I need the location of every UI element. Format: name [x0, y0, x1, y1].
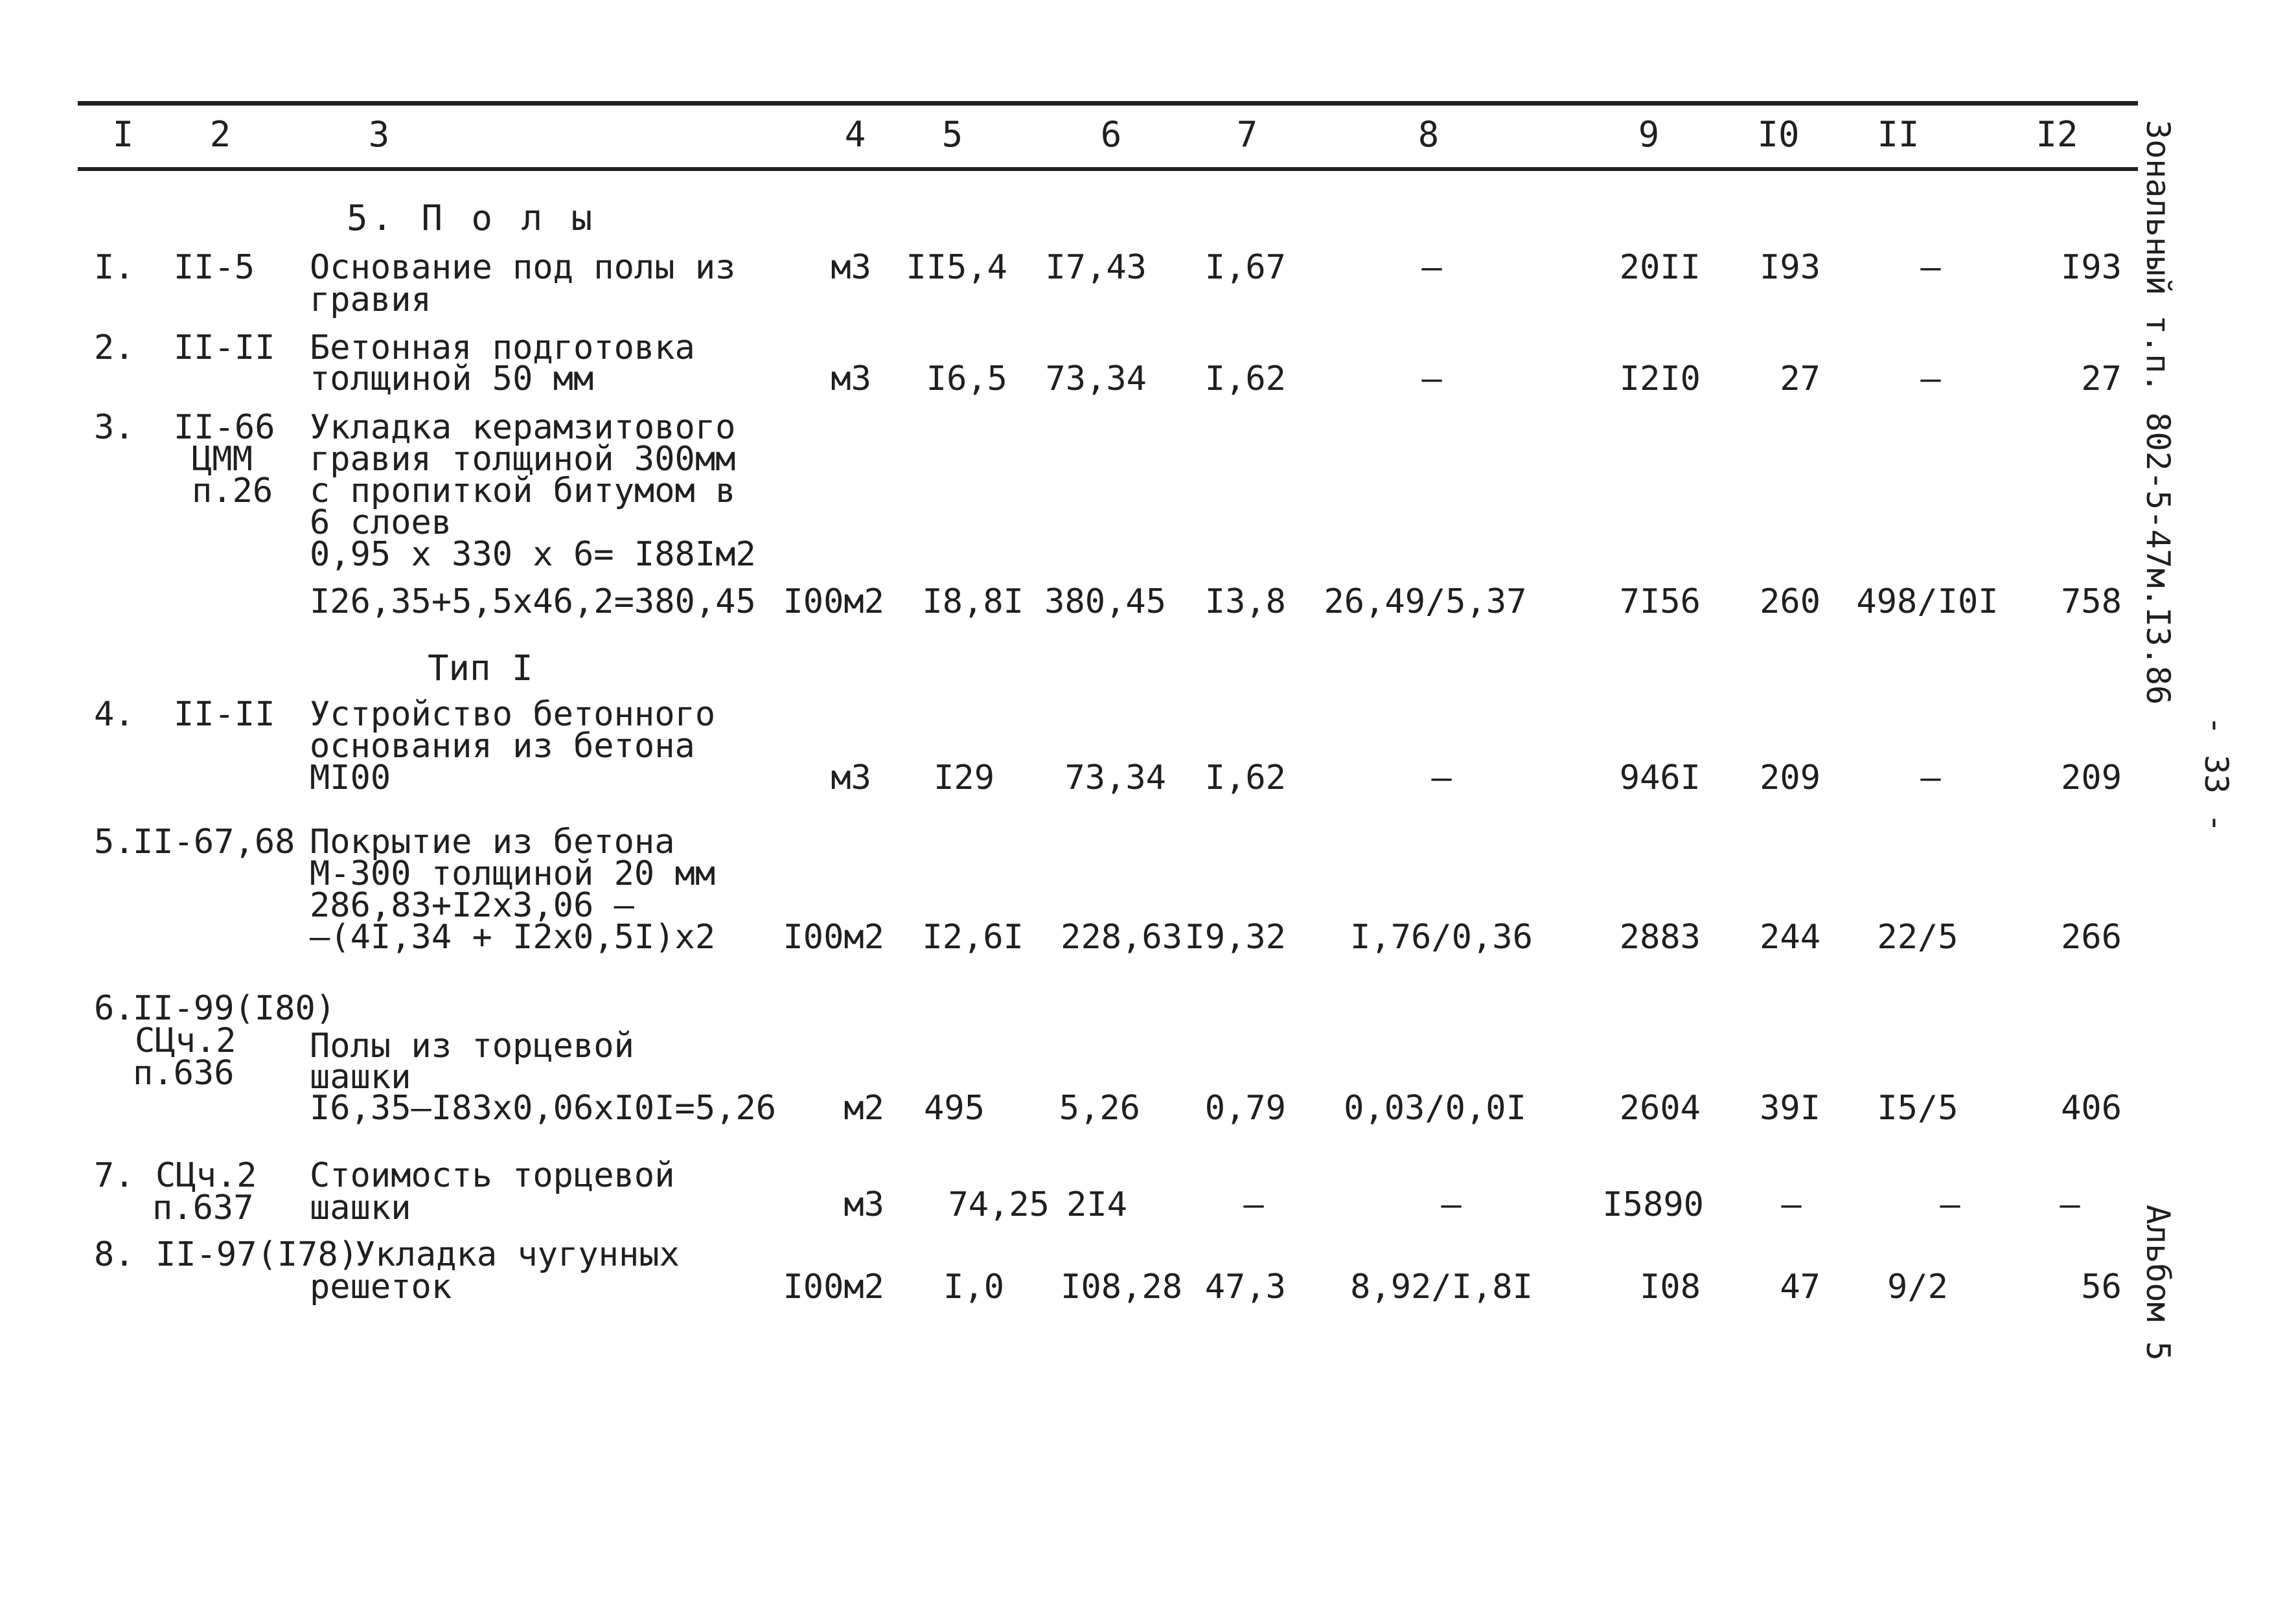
row-4-col10: 209	[1760, 758, 1820, 797]
row-6-col9: 2604	[1619, 1089, 1701, 1128]
row-3-unit: I00м2	[783, 582, 884, 621]
row-4-desc-line: Устройство бетонного	[310, 695, 716, 734]
row-6-desc-line: I6,35–I83х0,06хI0I=5,26	[310, 1089, 777, 1128]
row-3-code-line: ЦММ	[192, 440, 253, 479]
row-5-col10: 244	[1760, 918, 1820, 957]
row-6-col5: 495	[924, 1089, 985, 1128]
row-1-code: II-5	[174, 248, 255, 287]
row-7-desc-line: шашки	[310, 1189, 411, 1227]
row-5-col8: I,76/0,36	[1350, 918, 1533, 957]
row-6-desc-line: Полы из торцевой	[310, 1027, 634, 1066]
row-7-col5: 74,25	[948, 1185, 1050, 1224]
row-5-code: II-67,68	[133, 823, 295, 861]
row-6-desc-line: шашки	[310, 1058, 411, 1097]
row-3-desc-line: гравия толщиной 300мм	[310, 440, 736, 479]
row-3-number: 3.	[94, 408, 135, 447]
row-4-col7: I,62	[1204, 758, 1286, 797]
row-6-col12: 406	[2061, 1089, 2122, 1128]
row-2-desc-line: толщиной 50 мм	[310, 359, 594, 398]
row-6-col10: 39I	[1760, 1089, 1820, 1128]
table-top-rule	[78, 101, 2138, 106]
row-5-desc-line: –(4I,34 + I2х0,5I)х2	[310, 918, 716, 957]
row-5-col9: 2883	[1619, 918, 1701, 957]
row-1-col5: II5,4	[906, 248, 1007, 287]
row-2-col10: 27	[1780, 359, 1820, 398]
row-1-desc-line: гравия	[310, 280, 431, 319]
row-5-unit: I00м2	[783, 918, 884, 957]
row-8-code: II-97(I78)	[155, 1235, 359, 1274]
col-header-11: II	[1877, 114, 1920, 155]
row-5-desc-line: Покрытие из бетона	[310, 823, 675, 861]
row-3-code-line: II-66	[174, 408, 275, 447]
row-5-col11: 22/5	[1877, 918, 1958, 957]
row-3-col9: 7I56	[1619, 582, 1701, 621]
row-1-col9: 20II	[1619, 248, 1701, 287]
section-title: 5. П о л ы	[347, 198, 597, 238]
row-3-col6: 380,45	[1044, 582, 1166, 621]
row-5-desc-line: М-300 толщиной 20 мм	[310, 854, 716, 893]
row-4-number: 4.	[94, 695, 135, 734]
row-5-col12: 266	[2061, 918, 2122, 957]
col-header-10: I0	[1757, 114, 1800, 155]
row-2-col12: 27	[2081, 359, 2122, 398]
row-6-col11: I5/5	[1877, 1089, 1958, 1128]
row-6-code-line: п.636	[133, 1054, 235, 1093]
row-4-code: II-II	[174, 695, 275, 734]
row-6-col6: 5,26	[1059, 1089, 1140, 1128]
row-7-col12: –	[2060, 1185, 2080, 1224]
row-4-desc-line: основания из бетона	[310, 727, 695, 766]
col-header-7: 7	[1236, 114, 1258, 155]
row-7-col6: 2I4	[1066, 1185, 1127, 1224]
row-7-col10: –	[1781, 1185, 1802, 1224]
document-cipher: Зональный т.п. 802-5-47м.I3.86	[2139, 120, 2177, 705]
row-1-number: I.	[94, 248, 135, 287]
row-4-col5: I29	[934, 758, 994, 797]
row-8-col9: I08	[1640, 1268, 1701, 1306]
col-header-1: I	[112, 114, 134, 155]
row-7-col11: –	[1940, 1185, 1960, 1224]
col-header-12: I2	[2036, 114, 2078, 155]
row-4-col8: –	[1431, 758, 1452, 797]
row-4-col12: 209	[2061, 758, 2122, 797]
row-3-col7: I3,8	[1204, 582, 1286, 621]
row-6-code-line: II-99(I80)	[133, 989, 336, 1028]
row-3-col5: I8,8I	[922, 582, 1024, 621]
row-8-col8: 8,92/I,8I	[1350, 1268, 1533, 1306]
row-3-col10: 260	[1760, 582, 1820, 621]
row-8-number: 8.	[94, 1235, 135, 1274]
row-6-unit: м2	[844, 1089, 884, 1128]
row-3-desc-line: I26,35+5,5х46,2=380,45	[310, 582, 756, 621]
row-2-col8: –	[1421, 359, 1442, 398]
row-1-col12: I93	[2061, 248, 2122, 287]
row-1-unit: м3	[831, 248, 871, 287]
row-5-desc-line: 286,83+I2х3,06 –	[310, 886, 634, 925]
row-8-desc-line: Укладка чугунных	[355, 1235, 680, 1274]
row-2-code: II-II	[174, 328, 275, 367]
row-5-col6: 228,63	[1061, 918, 1182, 957]
row-3-desc-line: с пропиткой битумом в	[310, 472, 736, 510]
row-5-number: 5.	[94, 823, 135, 861]
row-1-col8: –	[1421, 248, 1442, 287]
row-1-col11: –	[1920, 248, 1941, 287]
row-4-desc-line: МI00	[310, 758, 391, 797]
row-8-unit: I00м2	[783, 1268, 884, 1306]
row-6-col8: 0,03/0,0I	[1344, 1089, 1526, 1128]
row-7-desc-line: Стоимость торцевой	[310, 1156, 675, 1195]
row-4-col11: –	[1920, 758, 1941, 797]
row-7-code-line: СЦч.2	[155, 1156, 257, 1195]
row-6-code-line: СЦч.2	[135, 1021, 236, 1060]
row-8-col5: I,0	[943, 1268, 1004, 1306]
row-2-col7: I,62	[1204, 359, 1286, 398]
col-header-8: 8	[1418, 114, 1440, 155]
row-7-col9: I5890	[1602, 1185, 1704, 1224]
col-header-5: 5	[941, 114, 963, 155]
row-6-number: 6.	[94, 989, 135, 1028]
subsection-title: Тип I	[428, 648, 533, 689]
row-6-col7: 0,79	[1204, 1089, 1286, 1128]
row-8-col10: 47	[1780, 1268, 1820, 1306]
row-2-col6: 73,34	[1045, 359, 1147, 398]
row-2-number: 2.	[94, 328, 135, 367]
row-4-unit: м3	[831, 758, 871, 797]
row-3-col11: 498/I0I	[1856, 582, 1999, 621]
col-header-9: 9	[1638, 114, 1660, 155]
row-2-desc-line: Бетонная подготовка	[310, 328, 695, 367]
row-2-col11: –	[1920, 359, 1941, 398]
row-5-col5: I2,6I	[922, 918, 1024, 957]
row-8-col6: I08,28	[1061, 1268, 1182, 1306]
row-3-col8: 26,49/5,37	[1324, 582, 1527, 621]
row-2-col9: I2I0	[1619, 359, 1701, 398]
page-number: - 33 -	[2198, 716, 2235, 833]
row-7-unit: м3	[844, 1185, 884, 1224]
col-header-3: 3	[368, 114, 390, 155]
row-4-col6: 73,34	[1064, 758, 1166, 797]
row-5-col7: I9,32	[1184, 918, 1286, 957]
row-4-col9: 946I	[1619, 758, 1701, 797]
row-3-desc-line: Укладка керамзитового	[310, 408, 736, 447]
col-header-6: 6	[1100, 114, 1122, 155]
row-3-code-line: п.26	[192, 472, 273, 510]
row-7-col8: –	[1441, 1185, 1462, 1224]
col-header-2: 2	[209, 114, 231, 155]
row-8-desc-line: решеток	[310, 1268, 452, 1306]
row-8-col7: 47,3	[1204, 1268, 1286, 1306]
col-header-4: 4	[844, 114, 866, 155]
row-2-col5: I6,5	[926, 359, 1007, 398]
row-2-unit: м3	[831, 359, 871, 398]
row-3-desc-line: 6 слоев	[310, 503, 452, 542]
row-1-desc-line: Основание под полы из	[310, 248, 736, 287]
row-3-col12: 758	[2061, 582, 2122, 621]
row-1-col6: I7,43	[1045, 248, 1147, 287]
row-8-col12: 56	[2081, 1268, 2122, 1306]
row-7-code-line: п.637	[152, 1189, 254, 1227]
row-7-number: 7.	[94, 1156, 135, 1195]
row-1-col10: I93	[1760, 248, 1820, 287]
row-7-col7: –	[1243, 1185, 1264, 1224]
row-1-col7: I,67	[1204, 248, 1286, 287]
row-8-col11: 9/2	[1887, 1268, 1948, 1306]
album-label: Альбом 5	[2139, 1205, 2177, 1361]
row-3-desc-line: 0,95 х 330 х 6= I88Iм2	[310, 535, 756, 574]
table-header-rule	[78, 167, 2138, 171]
